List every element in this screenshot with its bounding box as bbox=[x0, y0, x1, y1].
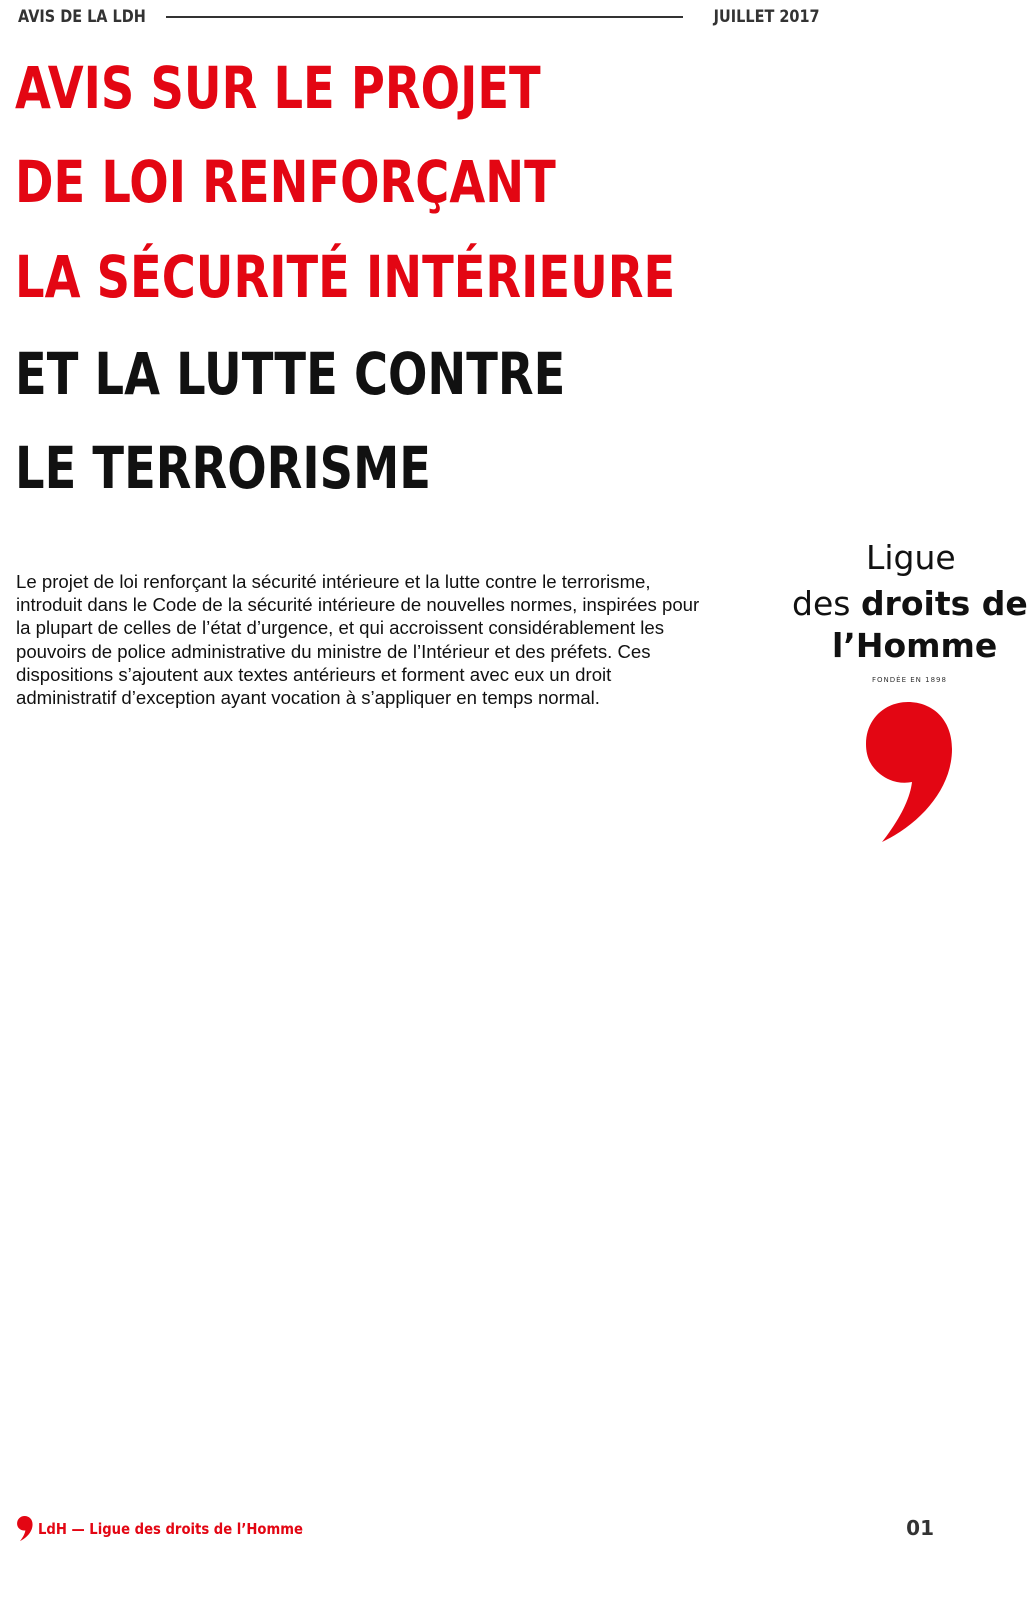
logo-line-1: Ligue bbox=[866, 538, 956, 577]
title-line-4: ET LA LUTTE CONTRE bbox=[15, 340, 566, 408]
title-line-2: DE LOI RENFORÇANT bbox=[15, 148, 556, 216]
logo-line-2 bbox=[792, 584, 1028, 623]
title-line-1: AVIS SUR LE PROJET bbox=[15, 54, 541, 122]
body-paragraph-1: Le projet de loi renforçant la sécurité intérieure et la lutte contre le terrorisme, introduit dans le Code de la sécurité intérieure de nouvelles normes, inspirées pour la plupart de celles de l’état d’urgence, et qui accroissent considérablement les pouvoirs de police administrative du ministre de l’Intérieur et des préfets. Ces dispositions s’ajoutent aux textes antérieurs et forment avec eux un droit administratif d’exception ayant vocation à s’appliquer en temps normal. bbox=[16, 571, 700, 709]
logo-line-2-light: des bbox=[792, 584, 861, 623]
logo-line-2-bold: droits de bbox=[860, 584, 1028, 623]
page-header bbox=[18, 6, 820, 28]
footer-org-name: LdH — Ligue des droits de l’Homme bbox=[38, 1520, 303, 1538]
header-left-label: AVIS DE LA LDH bbox=[18, 7, 146, 27]
ldh-mark-icon bbox=[860, 694, 960, 844]
title-line-3: LA SÉCURITÉ INTÉRIEURE bbox=[15, 243, 676, 311]
ldh-logo bbox=[780, 538, 1034, 848]
body-text bbox=[16, 570, 706, 731]
title-line-5: LE TERRORISME bbox=[15, 434, 431, 502]
header-date: JUILLET 2017 bbox=[714, 7, 820, 27]
ldh-mark-icon-small bbox=[16, 1512, 34, 1544]
header-rule bbox=[166, 16, 683, 18]
logo-tagline: FONDÉE EN 1898 bbox=[872, 676, 947, 684]
page-footer bbox=[16, 1512, 934, 1546]
page-number: 01 bbox=[906, 1516, 934, 1540]
logo-line-3: l’Homme bbox=[832, 626, 998, 665]
